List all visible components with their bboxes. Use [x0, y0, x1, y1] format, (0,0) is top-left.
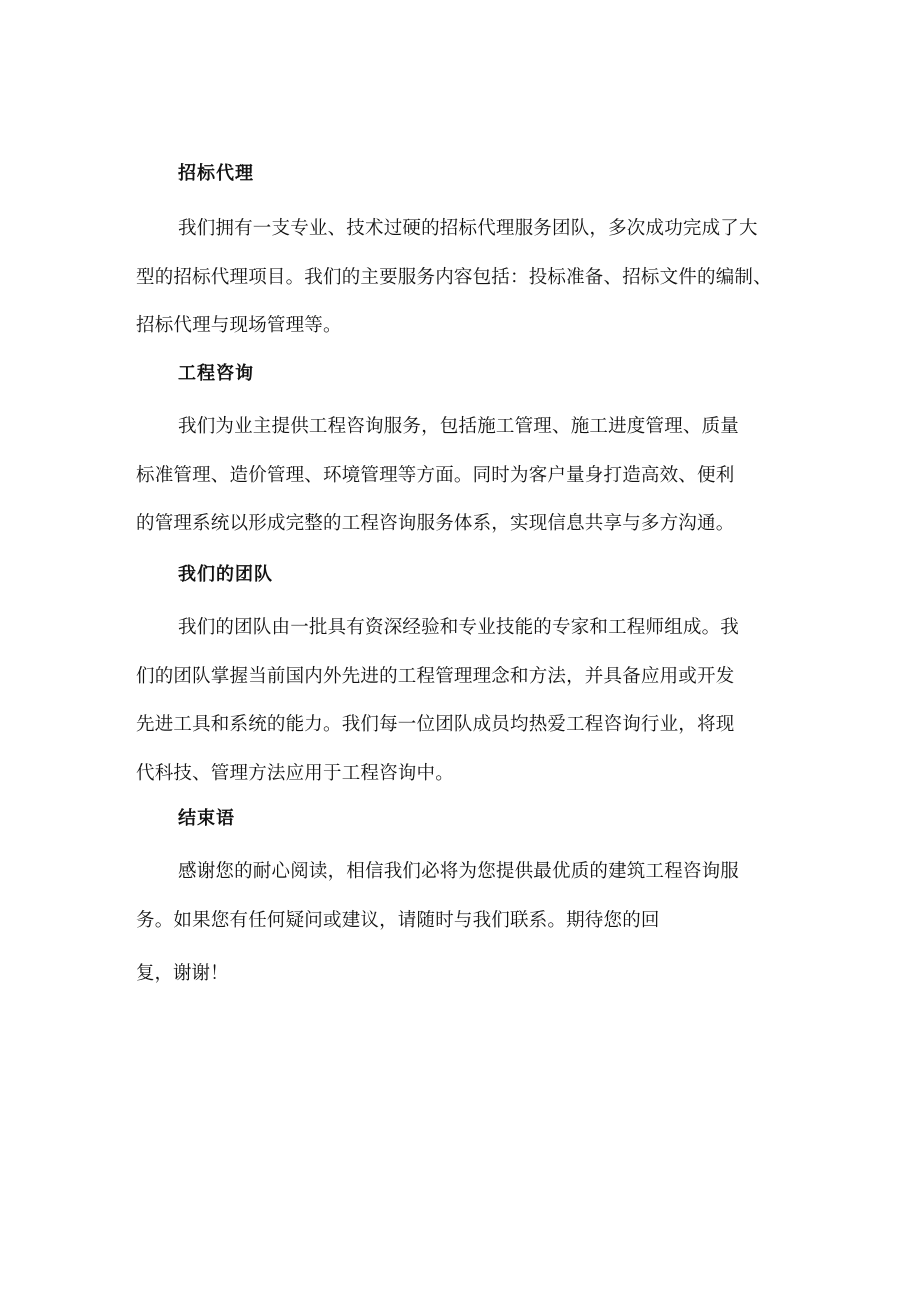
paragraph-line: 务。如果您有任何疑问或建议，请随时与我们联系。期待您的回 — [136, 909, 660, 931]
section-heading-our-team: 我们的团队 — [178, 564, 273, 585]
paragraph-line: 我们的团队由一批具有资深经验和专业技能的专家和工程师组成。我 — [178, 617, 740, 638]
paragraph-line: 我们为业主提供工程咨询服务，包括施工管理、施工进度管理、质量 — [178, 416, 740, 437]
paragraph-line: 型的招标代理项目。我们的主要服务内容包括：投标准备、招标文件的编制、 — [136, 266, 772, 288]
paragraph-line: 们的团队掌握当前国内外先进的工程管理理念和方法，并具备应用或开发 — [136, 665, 735, 687]
section-heading-bidding-agency: 招标代理 — [178, 163, 254, 184]
paragraph-line: 代科技、管理方法应用于工程咨询中。 — [136, 762, 454, 784]
section-heading-closing: 结束语 — [178, 808, 235, 829]
section-heading-engineering-consulting: 工程咨询 — [178, 363, 254, 384]
section-paragraph-engineering-consulting — [136, 403, 796, 549]
paragraph-line: 感谢您的耐心阅读，相信我们必将为您提供最优质的建筑工程咨询服 — [178, 861, 740, 882]
paragraph-line: 我们拥有一支专业、技术过硬的招标代理服务团队，多次成功完成了大 — [178, 218, 758, 239]
paragraph-line: 的管理系统以形成完整的工程咨询服务体系，实现信息共享与多方沟通。 — [136, 513, 735, 535]
section-paragraph-bidding-agency — [136, 205, 796, 351]
section-paragraph-our-team — [136, 604, 796, 798]
paragraph-line: 标准管理、造价管理、环境管理等方面。同时为客户量身打造高效、便利 — [136, 464, 735, 486]
closing-trailing-line: 复，谢谢！ — [136, 963, 229, 984]
section-paragraph-closing — [136, 848, 796, 945]
paragraph-line: 招标代理与现场管理等。 — [136, 315, 342, 337]
paragraph-line: 先进工具和系统的能力。我们每一位团队成员均热爱工程咨询行业，将现 — [136, 714, 735, 736]
